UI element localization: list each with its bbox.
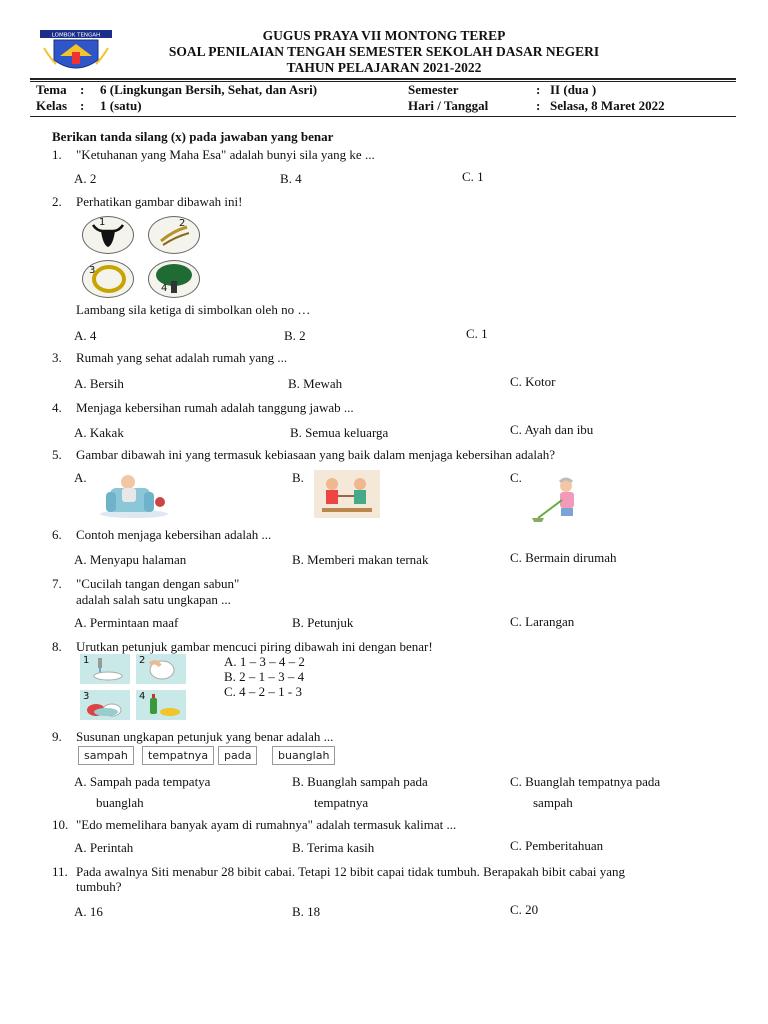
- hari-value: Selasa, 8 Maret 2022: [550, 98, 665, 113]
- q9-word-box-4: buanglah: [272, 746, 335, 765]
- hari-colon: :: [536, 98, 541, 113]
- q4-option-a[interactable]: A. Kakak: [74, 425, 124, 440]
- q5-picture-children-playing: [314, 470, 380, 518]
- q5-option-c[interactable]: C.: [510, 470, 522, 485]
- q2-text: Perhatikan gambar dibawah ini!: [76, 194, 243, 209]
- q2-option-a[interactable]: A. 4: [74, 328, 97, 343]
- q8-step-4-picture: 4: [136, 690, 186, 720]
- q10-number: 10.: [52, 817, 69, 832]
- q6-number: 6.: [52, 527, 62, 542]
- q1-option-a[interactable]: A. 2: [74, 171, 97, 186]
- q5-number: 5.: [52, 447, 62, 462]
- q11-option-c[interactable]: C. 20: [510, 902, 539, 917]
- symbol-rice-cotton: 2: [148, 216, 200, 254]
- q10-option-a[interactable]: A. Perintah: [74, 840, 134, 855]
- q10-option-b[interactable]: B. Terima kasih: [292, 840, 375, 855]
- q8-option-b[interactable]: B. 2 – 1 – 3 – 4: [224, 669, 305, 684]
- instruction: Berikan tanda silang (x) pada jawaban yang benar: [52, 129, 334, 144]
- kelas-value: 1 (satu): [100, 98, 142, 113]
- q8-option-c[interactable]: C. 4 – 2 – 1 - 3: [224, 684, 302, 699]
- q9-option-a-line1[interactable]: A. Sampah pada tempatya: [74, 774, 211, 789]
- header-line-3: TAHUN PELAJARAN 2021-2022: [286, 60, 482, 75]
- hari-label: Hari / Tanggal: [408, 98, 489, 113]
- semester-label: Semester: [408, 82, 459, 97]
- q5-option-a[interactable]: A.: [74, 470, 87, 485]
- header-line-1: GUGUS PRAYA VII MONTONG TEREP: [262, 28, 506, 43]
- q3-text: Rumah yang sehat adalah rumah yang ...: [76, 350, 288, 365]
- q8-step-3-picture: 3: [80, 690, 130, 720]
- q9-option-a-line2[interactable]: buanglah: [96, 795, 144, 810]
- q11-option-b[interactable]: B. 18: [292, 904, 321, 919]
- kelas-label: Kelas: [36, 98, 68, 113]
- q3-number: 3.: [52, 350, 62, 365]
- q11-number: 11.: [52, 864, 68, 879]
- q7-text-line2: adalah salah satu ungkapan ...: [76, 592, 231, 607]
- q9-number: 9.: [52, 729, 62, 744]
- meta-rule: [30, 116, 736, 117]
- q5-picture-child-on-sofa: [98, 470, 170, 518]
- q6-option-a[interactable]: A. Menyapu halaman: [74, 552, 187, 567]
- q9-text: Susunan ungkapan petunjuk yang benar adalah ...: [76, 729, 334, 744]
- q9-word-box-2: tempatnya: [142, 746, 214, 765]
- header-line-2: SOAL PENILAIAN TENGAH SEMESTER SEKOLAH DASAR NEGERI: [168, 44, 600, 59]
- q7-option-c[interactable]: C. Larangan: [510, 614, 575, 629]
- q4-text: Menjaga kebersihan rumah adalah tanggung jawab ...: [76, 400, 354, 415]
- q5-text: Gambar dibawah ini yang termasuk kebiasaan yang baik dalam menjaga kebersihan adalah?: [76, 447, 556, 462]
- symbol-bull-head: 1: [82, 216, 134, 254]
- q2-option-c[interactable]: C. 1: [466, 326, 488, 341]
- q7-option-b[interactable]: B. Petunjuk: [292, 615, 354, 630]
- q3-option-a[interactable]: A. Bersih: [74, 376, 124, 391]
- q1-option-c[interactable]: C. 1: [462, 169, 484, 184]
- q8-step-2-picture: 2: [136, 654, 186, 684]
- q8-step-1-picture: 1: [80, 654, 130, 684]
- q6-text: Contoh menjaga kebersihan adalah ...: [76, 527, 272, 542]
- q9-word-box-3: pada: [218, 746, 257, 765]
- q7-number: 7.: [52, 576, 62, 591]
- q6-option-c[interactable]: C. Bermain dirumah: [510, 550, 617, 565]
- q9-option-b-line2[interactable]: tempatnya: [314, 795, 369, 810]
- tema-label: Tema: [36, 82, 67, 97]
- q11-text-line1: Pada awalnya Siti menabur 28 bibit cabai. Tetapi 12 bibit capai tidak tumbuh. Berapakah bibit cabai yang: [76, 864, 626, 879]
- q2-option-b[interactable]: B. 2: [284, 328, 306, 343]
- kelas-colon: :: [80, 98, 85, 113]
- q11-option-a[interactable]: A. 16: [74, 904, 103, 919]
- q6-option-b[interactable]: B. Memberi makan ternak: [292, 552, 429, 567]
- q7-option-a[interactable]: A. Permintaan maaf: [74, 615, 179, 630]
- q11-text-line2: tumbuh?: [76, 879, 122, 894]
- q5-picture-grandma-sweeping: [528, 476, 588, 524]
- q2-number: 2.: [52, 194, 62, 209]
- q4-number: 4.: [52, 400, 62, 415]
- q9-word-box-1: sampah: [78, 746, 134, 765]
- svg-text:LOMBOK TENGAH: LOMBOK TENGAH: [51, 32, 101, 39]
- q8-text: Urutkan petunjuk gambar mencuci piring dibawah ini dengan benar!: [76, 639, 433, 654]
- semester-value: II (dua ): [550, 82, 597, 97]
- q7-text-line1: "Cucilah tangan dengan sabun": [76, 576, 240, 591]
- q1-text: "Ketuhanan yang Maha Esa" adalah bunyi sila yang ke ...: [76, 147, 375, 162]
- tema-value: 6 (Lingkungan Bersih, Sehat, dan Asri): [100, 82, 318, 97]
- q9-option-b-line1[interactable]: B. Buanglah sampah pada: [292, 774, 428, 789]
- q4-option-c[interactable]: C. Ayah dan ibu: [510, 422, 594, 437]
- q1-number: 1.: [52, 147, 62, 162]
- header-rule-thick: [30, 78, 736, 80]
- q10-text: "Edo memelihara banyak ayam di rumahnya" adalah termasuk kalimat ...: [76, 817, 457, 832]
- q9-option-c-line2[interactable]: sampah: [533, 795, 573, 810]
- q9-option-c-line1[interactable]: C. Buanglah tempatnya pada: [510, 774, 661, 789]
- q3-option-b[interactable]: B. Mewah: [288, 376, 343, 391]
- q5-option-b[interactable]: B.: [292, 470, 304, 485]
- q8-number: 8.: [52, 639, 62, 654]
- q10-option-c[interactable]: C. Pemberitahuan: [510, 838, 604, 853]
- tema-colon: :: [80, 82, 85, 97]
- symbol-chain: 3: [82, 260, 134, 298]
- q8-option-a[interactable]: A. 1 – 3 – 4 – 2: [224, 654, 305, 669]
- q4-option-b[interactable]: B. Semua keluarga: [290, 425, 389, 440]
- q3-option-c[interactable]: C. Kotor: [510, 374, 556, 389]
- q2-subtext: Lambang sila ketiga di simbolkan oleh no …: [76, 302, 311, 317]
- symbol-banyan-tree: 4: [148, 260, 200, 298]
- q1-option-b[interactable]: B. 4: [280, 171, 302, 186]
- semester-colon: :: [536, 82, 541, 97]
